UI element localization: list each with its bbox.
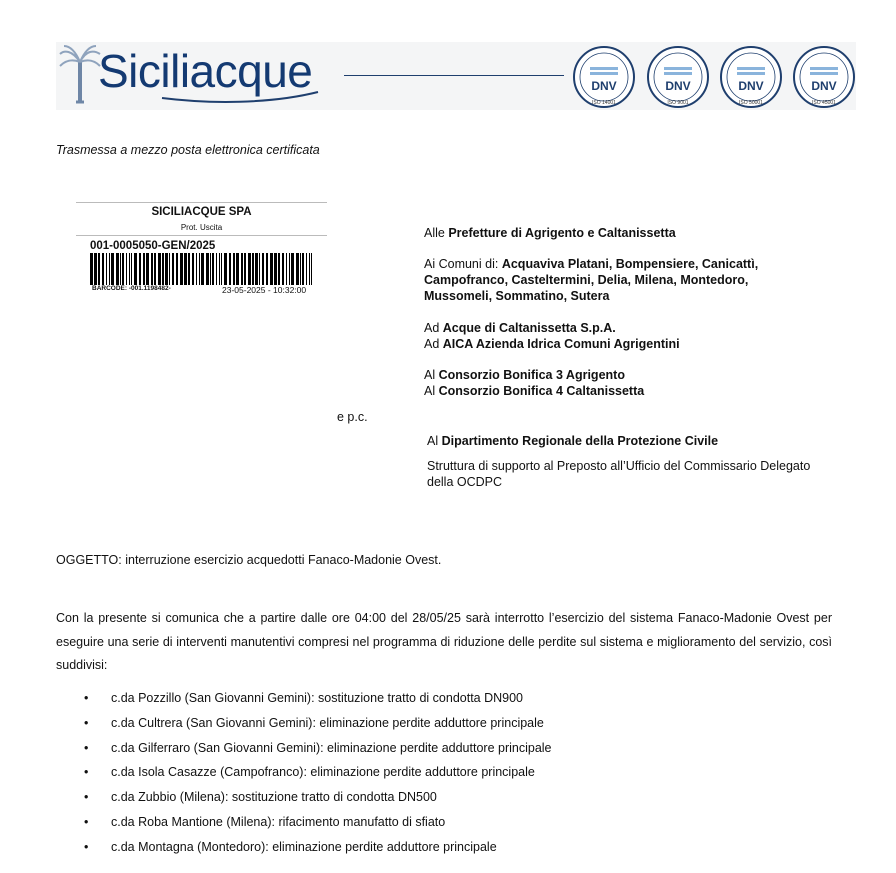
- certification-badge: [792, 45, 856, 109]
- certification-badge: [719, 45, 783, 109]
- recipient-line: Struttura di supporto al Preposto all’Ufficio del Commissario Delegato: [427, 459, 811, 473]
- certification-badge: [572, 45, 636, 109]
- protocol-number: 001-0005050-GEN/2025: [90, 240, 216, 252]
- list-item: • c.da Zubbio (Milena): sostituzione tratto di condotta DN500: [84, 785, 784, 810]
- recipient-comuni: [424, 256, 758, 304]
- list-item: • c.da Isola Casazze (Campofranco): eliminazione perdite adduttore principale: [84, 760, 784, 785]
- cert-standard: ISO 14001: [592, 100, 616, 106]
- interventions-list: [84, 686, 784, 860]
- list-item: • c.da Pozzillo (San Giovanni Gemini): sostituzione tratto di condotta DN900: [84, 686, 784, 711]
- letter-body: Con la presente si comunica che a partire dalle ore 04:00 del 28/05/25 sarà interrotto l’esercizio del sistema Fanaco-Madonie Ovest per eseguire una serie di interventi manutentivi compresi nel programma di riduzione delle perdite sul sistema e miglioramento del servizio, così suddivisi:: [56, 611, 832, 672]
- letter-subject: OGGETTO: interruzione esercizio acquedotti Fanaco-Madonie Ovest.: [56, 553, 442, 567]
- recipient-name: Prefetture di Agrigento e Caltanissetta: [448, 226, 676, 240]
- recipient-name: Acquaviva Platani, Bompensiere, Canicattì,: [501, 257, 759, 271]
- recipient-struttura-supporto: [427, 458, 810, 490]
- recipient-line: della OCDPC: [427, 475, 503, 489]
- recipient-water-companies: [424, 320, 680, 352]
- palm-tree-icon: [58, 42, 102, 108]
- list-item: • c.da Roba Mantione (Milena): rifacimento manufatto di sfiato: [84, 810, 784, 835]
- cert-brand: DNV: [591, 79, 617, 93]
- stamp-company: SICILIACQUE SPA: [151, 206, 252, 218]
- recipient-consorzi: [424, 367, 644, 399]
- barcode-value: BARCODE: -001.1198482-: [92, 285, 171, 292]
- cert-brand: DNV: [738, 79, 764, 93]
- recipient-prefix: Al: [424, 368, 436, 382]
- list-item: • c.da Montagna (Montedoro): eliminazione perdite adduttore principale: [84, 835, 784, 860]
- recipient-name: Consorzio Bonifica 3 Agrigento: [438, 368, 625, 382]
- stamp-datetime: 23-05-2025 - 10:32:00: [222, 285, 307, 295]
- recipient-prefix: Al: [427, 434, 439, 448]
- logo-wordmark: Siciliacque: [98, 45, 313, 97]
- list-item: • c.da Cultrera (San Giovanni Gemini): eliminazione perdite adduttore principale: [84, 711, 784, 736]
- recipient-prefix: Ad: [424, 321, 440, 335]
- recipient-prefix: Al: [424, 384, 436, 398]
- recipient-name: Campofranco, Casteltermini, Delia, Milena, Montedoro,: [424, 273, 749, 287]
- transmission-note: Trasmessa a mezzo posta elettronica certificata: [56, 143, 320, 157]
- cert-brand: DNV: [811, 79, 837, 93]
- recipient-name: Mussomeli, Sommatino, Sutera: [424, 289, 610, 303]
- cert-standard: ISO 45001: [812, 100, 836, 106]
- header-rule: [344, 75, 564, 76]
- cert-brand: DNV: [665, 79, 691, 93]
- recipient-prefix: Alle: [424, 226, 445, 240]
- recipient-name: AICA Azienda Idrica Comuni Agrigentini: [442, 337, 680, 351]
- list-item: • c.da Gilferraro (San Giovanni Gemini): eliminazione perdite adduttore principale: [84, 736, 784, 761]
- recipient-name: Consorzio Bonifica 4 Caltanissetta: [438, 384, 645, 398]
- recipient-name: Dipartimento Regionale della Protezione Civile: [441, 434, 719, 448]
- stamp-type: Prot. Uscita: [76, 223, 327, 236]
- recipient-prefetture: [424, 225, 676, 241]
- recipient-name: Acque di Caltanissetta S.p.A.: [442, 321, 616, 335]
- protocol-stamp: [76, 202, 327, 295]
- cert-standard: ISO 50001: [739, 100, 763, 106]
- cc-label: e p.c.: [337, 410, 368, 424]
- certification-badge: [646, 45, 710, 109]
- recipient-protezione-civile: [427, 433, 718, 449]
- cert-standard: ISO 9001: [667, 100, 689, 106]
- barcode-icon: [90, 253, 315, 285]
- recipient-prefix: Ad: [424, 337, 440, 351]
- logo-swoosh-icon: [160, 88, 320, 104]
- recipient-prefix: Ai Comuni di:: [424, 257, 499, 271]
